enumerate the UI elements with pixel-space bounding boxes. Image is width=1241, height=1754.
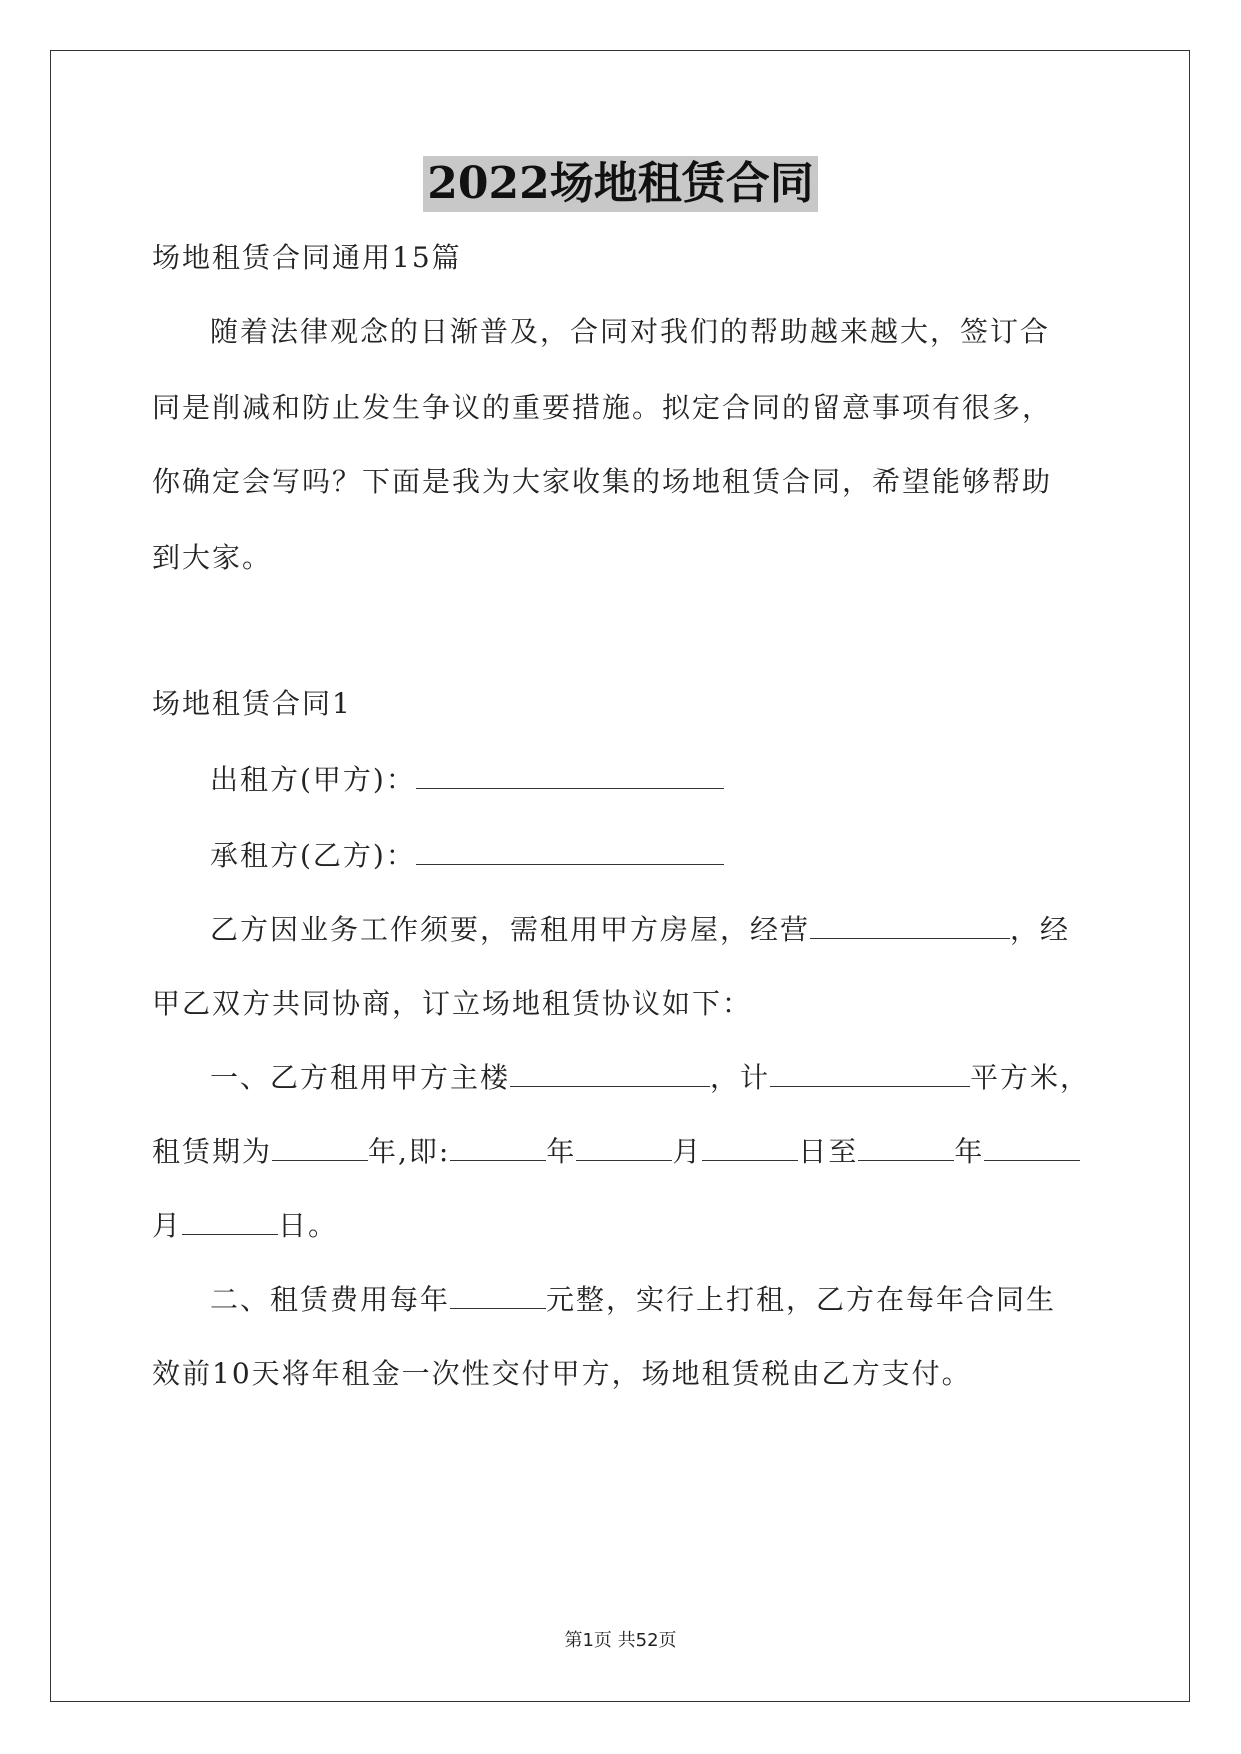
- clause2-text-b: 元整，实行上打租，乙方在每年合同生: [546, 1283, 1057, 1316]
- clause1-text-j: 月: [152, 1209, 183, 1242]
- lessee-blank: [416, 836, 724, 865]
- business-blank: [810, 910, 1010, 939]
- clause1-text-i: 年: [954, 1135, 985, 1168]
- clause2-line-2: 效前10天将年租金一次性交付甲方，场地租赁税由乙方支付。: [152, 1357, 972, 1390]
- lessor-blank: [416, 760, 724, 789]
- clause2-line-1: [210, 1280, 1056, 1320]
- end-month-blank: [984, 1132, 1080, 1161]
- intro-line-1: 随着法律观念的日渐普及，合同对我们的帮助越来越大，签订合: [210, 315, 1051, 348]
- para1-text-b: ，经: [1010, 913, 1071, 946]
- intro-line-4: 到大家。: [152, 541, 273, 574]
- clause1-text-g: 月: [672, 1135, 703, 1168]
- rent-blank: [450, 1280, 546, 1309]
- start-day-blank: [702, 1132, 798, 1161]
- lessor-label: 出租方(甲方)：: [210, 763, 416, 796]
- end-year-blank: [858, 1132, 954, 1161]
- years-blank: [272, 1132, 368, 1161]
- para1-line-1: [210, 910, 1070, 950]
- clause1-text-h: 日至: [798, 1135, 859, 1168]
- clause1-text-k: 日。: [278, 1209, 339, 1242]
- clause1-text-e: 年,即:: [368, 1135, 451, 1168]
- clause1-line-1: [210, 1058, 1090, 1098]
- building-blank: [510, 1058, 710, 1087]
- clause1-line-3: [152, 1206, 338, 1246]
- clause1-text-a: 一、乙方租用甲方主楼: [210, 1061, 511, 1094]
- intro-line-2: 同是削减和防止发生争议的重要措施。拟定合同的留意事项有很多，: [152, 391, 1053, 424]
- document-title: 2022场地租赁合同: [423, 156, 817, 212]
- lessee-line: [210, 836, 724, 876]
- title-wrapper: [0, 156, 1241, 212]
- document-subtitle: 场地租赁合同通用15篇: [152, 241, 462, 274]
- para1-line-2: 甲乙双方共同协商，订立场地租赁协议如下：: [152, 987, 753, 1020]
- start-month-blank: [576, 1132, 672, 1161]
- start-year-blank: [450, 1132, 546, 1161]
- page-footer: 第1页 共52页: [564, 1630, 677, 1651]
- clause1-text-c: 平方米，: [970, 1061, 1091, 1094]
- lessee-label: 承租方(乙方)：: [210, 839, 416, 872]
- lessor-line: [210, 760, 724, 800]
- area-blank: [770, 1058, 970, 1087]
- clause1-text-b: ，计: [710, 1061, 771, 1094]
- para1-text-a: 乙方因业务工作须要，需租用甲方房屋，经营: [210, 913, 811, 946]
- clause1-line-2: [152, 1132, 1080, 1172]
- intro-line-3: 你确定会写吗？下面是我为大家收集的场地租赁合同，希望能够帮助: [152, 465, 1053, 498]
- section-title: 场地租赁合同1: [152, 687, 352, 720]
- clause1-text-d: 租赁期为: [152, 1135, 273, 1168]
- clause1-text-f: 年: [546, 1135, 577, 1168]
- clause2-text-a: 二、租赁费用每年: [210, 1283, 451, 1316]
- page-border: [50, 50, 1190, 1702]
- end-day-blank: [182, 1206, 278, 1235]
